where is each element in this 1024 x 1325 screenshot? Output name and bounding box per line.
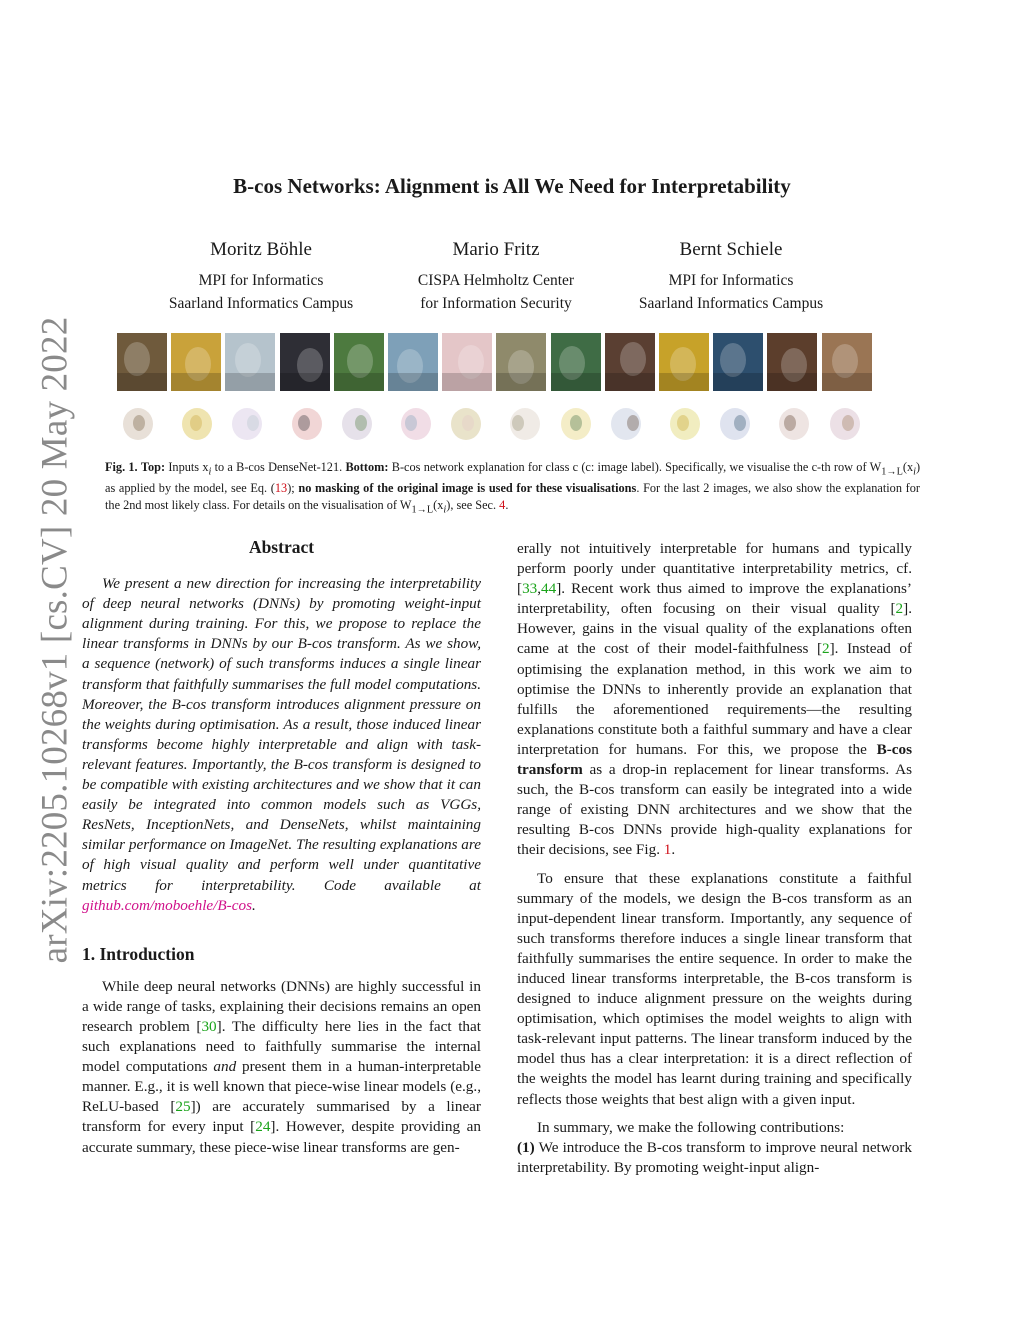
citation-link[interactable]: 24 bbox=[255, 1118, 271, 1136]
caption-text: ) as applied by the model, see Eq. ( bbox=[105, 460, 921, 496]
body-text: . bbox=[671, 841, 676, 859]
input-image-blue-bird bbox=[713, 333, 763, 391]
explanation-map-heron bbox=[334, 396, 384, 452]
figure-link[interactable]: 1 bbox=[663, 841, 672, 859]
author-name: Mario Fritz bbox=[452, 239, 540, 260]
author-affiliation: Saarland Informatics Campus bbox=[168, 295, 354, 312]
input-image-wading-bird bbox=[225, 333, 275, 391]
figure-1-image-grid bbox=[117, 333, 875, 455]
author-name: Moritz Böhle bbox=[210, 239, 312, 260]
input-image-axolotl bbox=[442, 333, 492, 391]
right-paragraph-1 bbox=[517, 539, 912, 861]
author-affiliation: Saarland Informatics Campus bbox=[638, 295, 824, 312]
author-affiliation: CISPA Helmholtz Center bbox=[417, 272, 575, 289]
left-column bbox=[82, 537, 481, 1158]
caption-bold-note: no masking of the original image is used for these visualisations bbox=[298, 481, 637, 496]
explanation-map-fire-truck bbox=[171, 396, 221, 452]
explanation-map-traffic-light bbox=[280, 396, 330, 452]
caption-top-label: Top: bbox=[140, 460, 166, 474]
equation-link[interactable]: 13 bbox=[274, 481, 288, 496]
explanation-map-bird-on-rock bbox=[117, 396, 167, 452]
input-image-bird-on-rock bbox=[117, 333, 167, 391]
explanation-map-goldfinch bbox=[659, 396, 709, 452]
explanation-map-wading-bird bbox=[225, 396, 275, 452]
caption-text: . bbox=[505, 498, 509, 513]
body-text: ]. However, gains in the visual quality of the explanations often came at the cost of their model-faithfulness [ bbox=[517, 600, 912, 658]
paper-title: B-cos Networks: Alignment is All We Need for Interpretability bbox=[233, 174, 791, 198]
figure-1-caption bbox=[105, 459, 920, 519]
citation-link[interactable]: 33 bbox=[522, 580, 538, 598]
intro-text: ]. The difficulty here lies in the fact that such explanations need to faithfully summarise the internal model computations bbox=[82, 1017, 481, 1076]
intro-paragraph bbox=[82, 977, 481, 1158]
arxiv-side-stamp: arXiv:2205.10268v1 [cs.CV] 20 May 2022 bbox=[34, 316, 76, 964]
author-1 bbox=[160, 240, 362, 315]
caption-math: i bbox=[913, 466, 916, 478]
intro-text: present them in a human-interpretable manner. E.g., it is well known that piece-wise linear models (e.g., ReLU-based [ bbox=[82, 1058, 482, 1116]
explanation-map-person-with-fruit bbox=[605, 396, 655, 452]
input-image-cellist bbox=[767, 333, 817, 391]
explanation-map-coral-reef bbox=[388, 396, 438, 452]
caption-text: ); bbox=[287, 481, 295, 496]
caption-text: ), see Sec. bbox=[446, 498, 497, 513]
body-text: , bbox=[537, 580, 542, 598]
explanation-map-red-panda bbox=[551, 396, 601, 452]
section-link[interactable]: 4 bbox=[499, 498, 506, 513]
abstract-end: . bbox=[251, 896, 256, 914]
explanation-map-axolotl bbox=[442, 396, 492, 452]
input-image-heron bbox=[334, 333, 384, 391]
explanation-map-cellist bbox=[767, 396, 817, 452]
body-text: ]. Instead of optimising the explanation method, in this work we aim to optimise the DNNs to inherently provide an explanation that fulfills the aforementioned requirements—the resulting explanations constitute both a faithful summary and have a clear interpretation for humans. For this, we propose the bbox=[517, 640, 912, 758]
author-3 bbox=[628, 240, 834, 315]
abstract-body: We present a new direction for increasing the interpretability of deep neural networks (DNNs) by promoting weight-input alignment during training. For this, we propose to replace the linear transforms in DNNs by our B-cos transform. As we show, a sequence (network) of such transforms induces a single linear transform that faithfully summarises the full model computations. Moreover, the B-cos transform introduces alignment pressure on the weights during optimisation. As a result, those induced linear transforms become highly interpretable and align with task-relevant features. Importantly, the B-cos transform is designed to be compatible with existing architectures and we show that it can easily be integrated into common models such as VGGs, ResNets, InceptionNets, and DenseNets, whilst maintaining similar performance on ImageNet. The resulting explanations are of high visual quality and perform well under quantitative metrics for interpretability. Code available at bbox=[82, 575, 481, 894]
explanation-map-tree-branches bbox=[496, 396, 546, 452]
citation-link[interactable]: 44 bbox=[541, 580, 557, 598]
author-affiliation: MPI for Informatics bbox=[198, 272, 324, 289]
input-image-traffic-light bbox=[280, 333, 330, 391]
right-paragraph-3: In summary, we make the following contributions: bbox=[537, 1118, 845, 1136]
intro-text: ]. However, despite providing an accurate summary, these piece-wise linear transforms are gen- bbox=[82, 1118, 482, 1156]
caption-math: (x bbox=[902, 460, 914, 474]
contribution-label: (1) bbox=[517, 1138, 535, 1156]
caption-text: to a B-cos DenseNet-121. bbox=[214, 460, 343, 474]
code-link[interactable]: github.com/moboehle/B-cos bbox=[82, 896, 252, 914]
contribution-text: We introduce the B-cos transform to improve neural network interpretability. By promoting weight-input align- bbox=[517, 1138, 912, 1176]
caption-math: i bbox=[208, 466, 212, 478]
abstract-text bbox=[82, 574, 481, 916]
caption-text: Inputs x bbox=[168, 460, 209, 474]
caption-label: Fig. 1. bbox=[105, 460, 138, 474]
citation-link[interactable]: 2 bbox=[822, 640, 830, 658]
explanation-map-blue-bird bbox=[713, 396, 763, 452]
right-paragraph-2: To ensure that these explanations constitute a faithful summary of the models, we design the B-cos transform as an input-dependent linear transform. Importantly, any sequence of such transforms therefore induces a single linear transform that faithfully summarises the entire sequence. In order to make the induced linear transforms interpretable, the B-cos transform is designed to induce alignment pressure on the weights during optimisation, which optimises the model weights to align with task-relevant input patterns. The linear transform induced by the model thus has a clear interpretation: it is a direct reflection of the weights the model has learnt during training and specifically reflects those weights that best align with a given input. bbox=[517, 869, 912, 1108]
input-image-person-with-fruit bbox=[605, 333, 655, 391]
author-affiliation: for Information Security bbox=[420, 295, 572, 312]
body-text: ]. Recent work thus aimed to improve the explanations’ interpretability, often focusing on their visual quality [ bbox=[517, 580, 912, 618]
intro-text: ]) are accurately summarised by a linear transform for every input [ bbox=[82, 1098, 481, 1136]
input-image-coral-reef bbox=[388, 333, 438, 391]
bcos-term: B-cos transform bbox=[517, 740, 913, 779]
input-image-fire-truck bbox=[171, 333, 221, 391]
citation-link[interactable]: 30 bbox=[201, 1017, 217, 1035]
caption-text: B-cos network explanation for class c (c: image label). Specifically, we visualise the c-th row of W bbox=[391, 460, 882, 474]
abstract-heading: Abstract bbox=[248, 537, 315, 557]
contribution-1 bbox=[517, 1138, 912, 1178]
caption-text: . For the last 2 images, we also show the explanation for the 2nd most likely class. For details on the visualisation of W bbox=[105, 481, 920, 513]
introduction-heading: 1. Introduction bbox=[82, 943, 195, 964]
author-name: Bernt Schiele bbox=[679, 239, 783, 260]
input-image-goldfinch bbox=[659, 333, 709, 391]
right-column bbox=[517, 539, 912, 1178]
input-image-cello bbox=[822, 333, 872, 391]
input-image-red-panda bbox=[551, 333, 601, 391]
caption-math: 1→L bbox=[881, 466, 903, 478]
intro-text: While deep neural networks (DNNs) are highly successful in a wide range of tasks, explaining their decisions remains an open research problem [ bbox=[82, 977, 481, 1035]
citation-link[interactable]: 25 bbox=[175, 1098, 191, 1116]
caption-bottom-label: Bottom: bbox=[345, 460, 389, 474]
body-text: erally not intuitively interpretable for humans and typically perform poorly under quantitative interpretability metrics, cf. [ bbox=[517, 540, 912, 598]
author-2 bbox=[405, 240, 587, 315]
caption-math: i bbox=[443, 504, 447, 516]
input-image-tree-branches bbox=[496, 333, 546, 391]
explanation-map-cello bbox=[822, 396, 872, 452]
body-text: as a drop-in replacement for linear transforms. As such, the B-cos transform can easily be integrated into a wide range of existing DNN architectures and we show that the resulting B-cos DNNs provide high-quality explanations for their decisions, see Fig. bbox=[517, 761, 912, 859]
citation-link[interactable]: 2 bbox=[895, 600, 904, 618]
author-affiliation: MPI for Informatics bbox=[668, 272, 794, 289]
caption-math: 1→L bbox=[411, 504, 434, 516]
caption-math: (x bbox=[433, 498, 444, 513]
intro-emphasis: and bbox=[213, 1058, 237, 1076]
